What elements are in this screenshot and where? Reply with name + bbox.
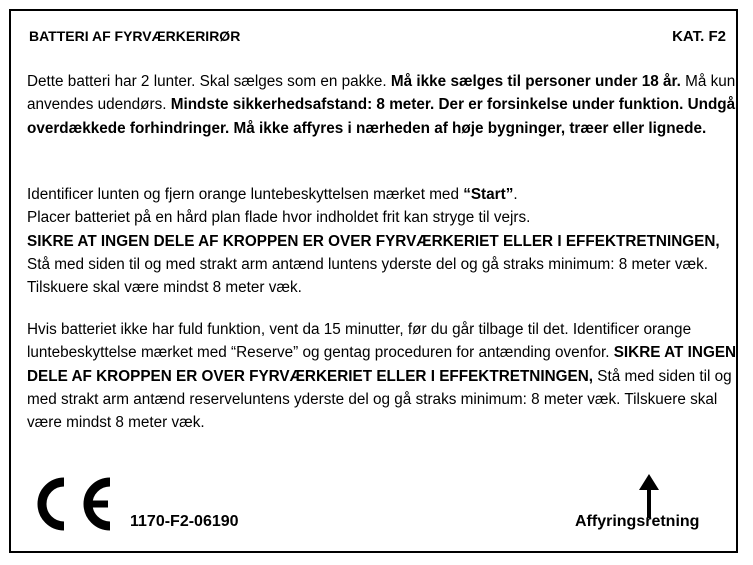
arrow-up-icon bbox=[638, 474, 660, 518]
start-label: “Start” bbox=[463, 186, 514, 203]
text: Stå med siden til og med strakt arm antænd luntens yderste del og gå straks minimum: 8 meter væk. Tilskuere skal være mindst 8 meter væk. bbox=[27, 255, 709, 297]
body-warning: SIKRE AT INGEN DELE AF KROPPEN ER OVER FYRVÆRKERIET ELLER I EFFEKTRETNINGEN, bbox=[27, 232, 720, 250]
paragraph-reserve bbox=[27, 318, 739, 434]
text: Identificer lunten og fjern orange luntebeskyttelsen mærket med bbox=[27, 186, 464, 203]
text: Hvis batteriet ikke har fuld funktion, vent da 15 minutter, før du går tilbage til det. Identificer orange luntebeskyttelse mærket med “Reserve” og gentag proceduren for antænding ovenfor. bbox=[27, 321, 692, 362]
text: Må kun anvendes udendørs. bbox=[27, 73, 736, 114]
text: Stå med siden til og med strakt arm antænd reserveluntens yderste del og gå straks minimum: 8 meter væk. Tilskuere skal være mindst 8 meter væk. bbox=[27, 367, 732, 432]
text: . bbox=[513, 186, 518, 203]
category-label: KAT. F2 bbox=[672, 28, 726, 45]
product-code: 1170-F2-06190 bbox=[130, 513, 239, 530]
ce-mark-icon bbox=[30, 476, 116, 532]
text: Placer batteriet på en hård plan flade hvor indholdet frit kan stryge til vejrs. bbox=[27, 209, 531, 227]
firing-direction-label: Affyringsretning bbox=[575, 513, 700, 530]
paragraph-instructions bbox=[27, 183, 739, 299]
text: Dette batteri har 2 lunter. Skal sælges som en pakke. bbox=[27, 73, 391, 90]
safety-warning: Mindste sikkerhedsafstand: 8 meter. Der er forsinkelse under funktion. Undgå overdækkede forhindringer. Må ikke affyres i nærheden af høje bygninger, træer eller lignede. bbox=[27, 96, 736, 137]
label-title: BATTERI AF FYRVÆRKERIRØR bbox=[29, 28, 241, 44]
body-warning: SIKRE AT INGEN DELE AF KROPPEN ER OVER FYRVÆRKERIET ELLER I EFFEKTRETNINGEN, bbox=[27, 344, 737, 385]
age-warning: Må ikke sælges til personer under 18 år. bbox=[390, 73, 681, 90]
paragraph-warnings bbox=[27, 70, 739, 140]
